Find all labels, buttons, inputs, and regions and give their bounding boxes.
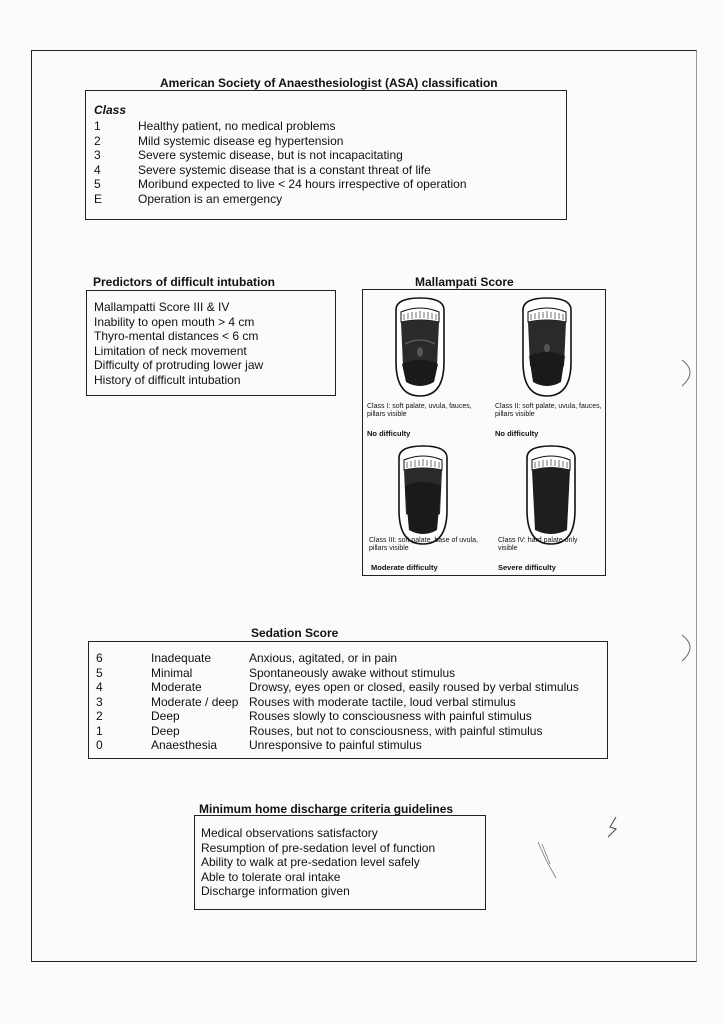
sedation-level: Anaesthesia xyxy=(151,738,218,752)
discharge-criterion: Discharge information given xyxy=(201,884,350,898)
sedation-description: Rouses with moderate tactile, loud verbal stimulus xyxy=(249,694,516,709)
discharge-criterion: Ability to walk at pre-sedation level safely xyxy=(201,855,420,869)
discharge-title: Minimum home discharge criteria guidelines xyxy=(199,802,454,816)
sedation-level: Moderate xyxy=(151,680,202,694)
asa-description: Mild systemic disease eg hypertension xyxy=(138,133,344,148)
asa-description: Severe systemic disease that is a constant threat of life xyxy=(138,162,431,177)
sedation-score: 0 xyxy=(96,738,103,752)
discharge-criterion: Medical observations satisfactory xyxy=(201,826,378,840)
mouth-class-4-illustration xyxy=(521,444,581,548)
asa-code: E xyxy=(94,191,103,206)
sedation-level: Deep xyxy=(151,709,180,723)
asa-code: 5 xyxy=(94,177,101,191)
sedation-description: Unresponsive to painful stimulus xyxy=(249,738,422,752)
sedation-score: 5 xyxy=(96,665,103,680)
mallampati-class-1-difficulty: No difficulty xyxy=(367,429,411,438)
asa-row xyxy=(94,163,566,178)
punch-hole-mark xyxy=(680,633,700,663)
predictor-item: Limitation of neck movement xyxy=(94,343,247,358)
predictors-title: Predictors of difficult intubation xyxy=(93,275,275,289)
mallampati-title: Mallampati Score xyxy=(415,275,514,289)
asa-row xyxy=(94,177,566,192)
mouth-class-3-illustration xyxy=(393,444,453,548)
sedation-row xyxy=(96,738,607,753)
sedation-row xyxy=(96,724,607,739)
mallampati-class-4 xyxy=(485,440,607,580)
mallampati-class-2-caption: Class II: soft palate, uvula, fauces, pillars visible xyxy=(495,403,602,418)
predictor-item: History of difficult intubation xyxy=(94,372,241,387)
mallampati-class-1-caption: Class I: soft palate, uvula, fauces, pillars visible xyxy=(367,403,472,418)
sedation-score: 6 xyxy=(96,651,103,665)
sedation-table xyxy=(88,641,608,759)
asa-row xyxy=(94,119,566,134)
sedation-level: Minimal xyxy=(151,665,193,680)
asa-description: Healthy patient, no medical problems xyxy=(138,119,336,133)
discharge-criterion: Able to tolerate oral intake xyxy=(201,869,341,884)
sedation-score: 1 xyxy=(96,723,103,738)
sedation-description: Rouses slowly to consciousness with painful stimulus xyxy=(249,709,532,723)
asa-code: 3 xyxy=(94,148,101,162)
asa-row xyxy=(94,134,566,149)
mallampati-class-3-caption: Class III: soft palate, base of uvula, pillars visible xyxy=(369,537,478,552)
pen-mark xyxy=(536,840,560,880)
sedation-row xyxy=(96,709,607,724)
mouth-class-1-illustration xyxy=(390,296,450,400)
discharge-criteria-list xyxy=(194,815,486,910)
predictor-item: Difficulty of protruding lower jaw xyxy=(94,358,264,372)
sedation-score: 4 xyxy=(96,680,103,694)
sedation-level: Inadequate xyxy=(151,651,212,665)
sedation-description: Anxious, agitated, or in pain xyxy=(249,651,398,665)
asa-table xyxy=(85,90,567,220)
punch-hole-mark xyxy=(680,358,700,388)
asa-code: 2 xyxy=(94,133,101,148)
pen-mark xyxy=(606,815,620,839)
mouth-class-2-illustration xyxy=(517,296,577,400)
sedation-level: Moderate / deep xyxy=(151,694,239,709)
asa-code: 4 xyxy=(94,162,101,177)
sedation-score: 2 xyxy=(96,709,103,723)
predictor-item: Thyro-mental distances < 6 cm xyxy=(94,329,259,343)
sedation-row xyxy=(96,695,607,710)
predictors-list xyxy=(86,290,336,396)
mallampati-class-4-caption: Class IV: hard palate only visible xyxy=(498,537,578,552)
mallampati-panel xyxy=(362,289,606,576)
sedation-row xyxy=(96,680,607,695)
mallampati-class-3-difficulty: Moderate difficulty xyxy=(371,563,438,572)
discharge-criterion: Resumption of pre-sedation level of function xyxy=(201,840,436,855)
sedation-description: Drowsy, eyes open or closed, easily roused by verbal stimulus xyxy=(249,680,579,694)
sedation-description: Spontaneously awake without stimulus xyxy=(249,665,456,680)
asa-code: 1 xyxy=(94,119,101,133)
mallampati-class-4-difficulty: Severe difficulty xyxy=(498,563,556,572)
mallampati-class-2-difficulty: No difficulty xyxy=(495,429,539,438)
asa-description: Operation is an emergency xyxy=(138,191,283,206)
asa-class-heading: Class xyxy=(94,103,127,117)
sedation-score: 3 xyxy=(96,694,103,709)
predictor-item: Inability to open mouth > 4 cm xyxy=(94,314,255,329)
sedation-row xyxy=(96,651,607,666)
sedation-description: Rouses, but not to consciousness, with painful stimulus xyxy=(249,723,543,738)
sedation-title: Sedation Score xyxy=(251,626,339,640)
asa-description: Moribund expected to live < 24 hours irrespective of operation xyxy=(138,177,467,191)
asa-row xyxy=(94,148,566,163)
asa-title: American Society of Anaesthesiologist (ASA) classification xyxy=(160,76,498,90)
asa-row xyxy=(94,192,566,207)
sedation-level: Deep xyxy=(151,723,180,738)
asa-description: Severe systemic disease, but is not incapacitating xyxy=(138,148,403,162)
mallampati-class-3 xyxy=(363,440,485,580)
sedation-row xyxy=(96,666,607,681)
predictor-item: Mallampatti Score III & IV xyxy=(94,300,230,314)
